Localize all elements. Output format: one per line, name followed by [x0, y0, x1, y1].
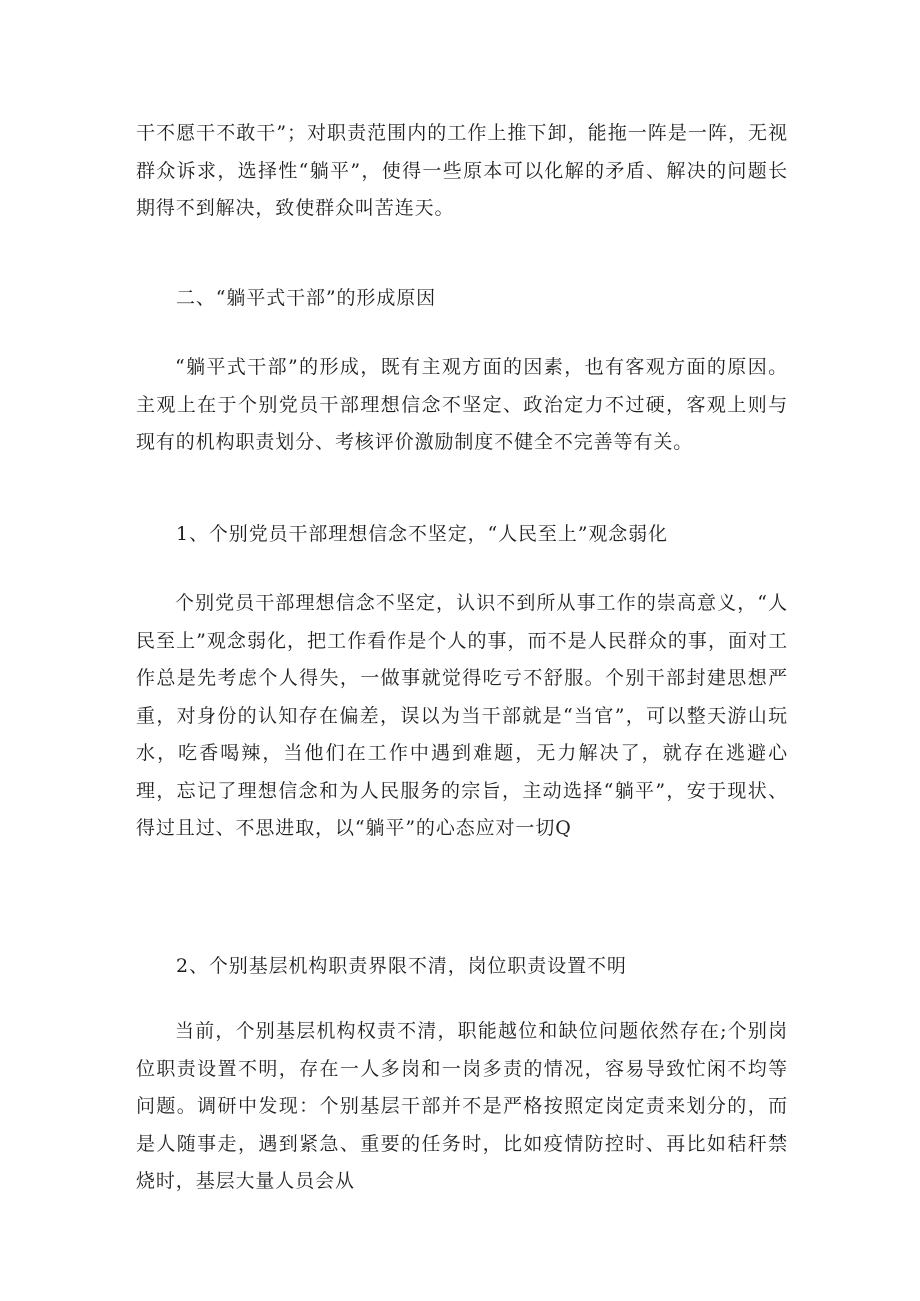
body-paragraph: 干不愿干不敢干”；对职责范围内的工作上推下卸，能拖一阵是一阵，无视群众诉求，选择性“躺平”，使得一些原本可以化解的矛盾、解决的问题长期得不到解决，致使群众叫苦连天。 [136, 122, 788, 219]
subsection-heading: 1、个别党员干部理想信念不坚定，“人民至上”观念弱化 [176, 523, 668, 545]
body-paragraph: “躺平式干部”的形成，既有主观方面的因素，也有客观方面的原因。主观上在于个别党员干部理想信念不坚定、政治定力不过硬，客观上则与现有的机构职责划分、考核评价激励制度不健全不完善等有关。 [136, 356, 788, 453]
subsection-heading: 2、个别基层机构职责界限不清，岗位职责设置不明 [176, 955, 627, 977]
body-paragraph: 个别党员干部理想信念不坚定，认识不到所从事工作的崇高意义，“人民至上”观念弱化，把工作看作是个人的事，而不是人民群众的事，面对工作总是先考虑个人得失，一做事就觉得吃亏不舒服。个别干部封建思想严重，对身份的认知存在偏差，误以为当干部就是“当官”，可以整天游山玩水，吃香喝辣，当他们在工作中遇到难题，无力解决了，就存在逃避心理，忘记了理想信念和为人民服务的宗旨，主动选择“躺平”，安于现状、得过且过、不思进取，以“躺平”的心态应对一切Q [136, 592, 788, 839]
section-heading: 二、“躺平式干部”的形成原因 [176, 287, 437, 309]
body-paragraph: 当前，个别基层机构权责不清，职能越位和缺位问题依然存在;个别岗位职责设置不明，存在一人多岗和一岗多责的情况，容易导致忙闲不均等问题。调研中发现：个别基层干部并不是严格按照定岗定责来划分的，而是人随事走，遇到紧急、重要的任务时，比如疫情防控时、再比如秸秆禁烧时，基层大量人员会从 [136, 1020, 788, 1192]
